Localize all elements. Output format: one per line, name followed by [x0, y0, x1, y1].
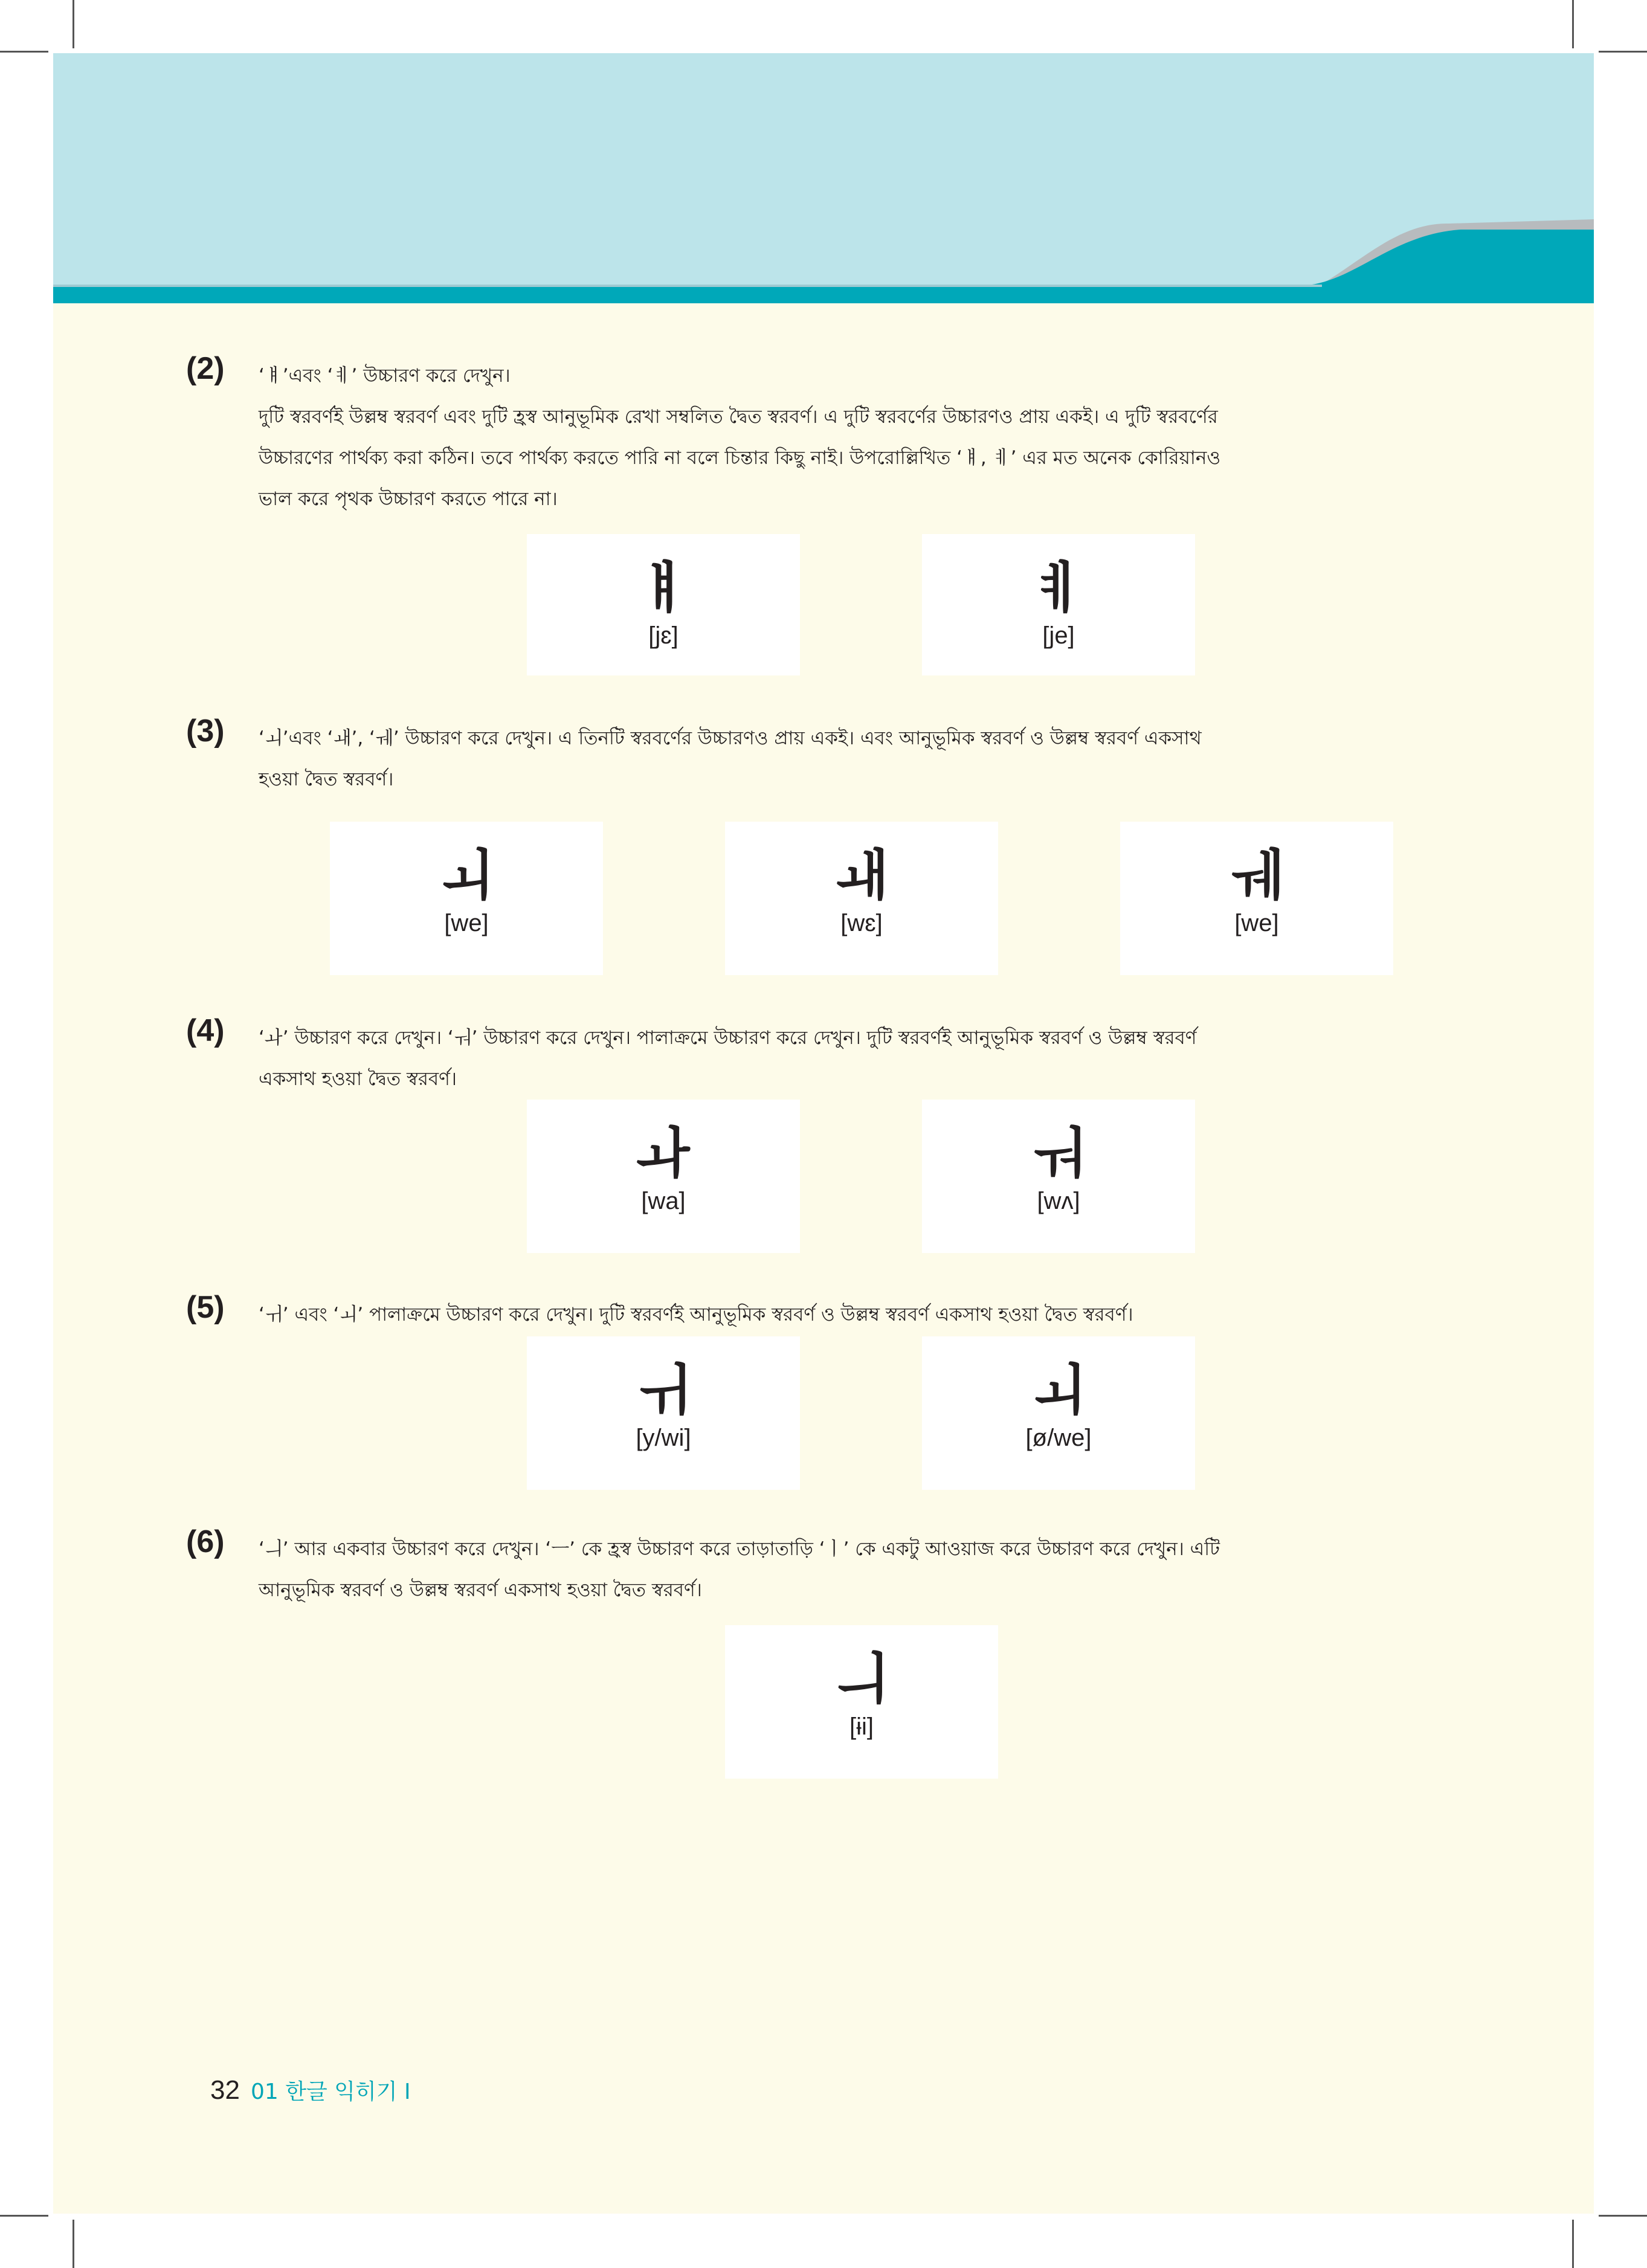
vowel-card-we [1120, 822, 1393, 975]
ipa-label: [y/wi] [636, 1425, 691, 1451]
section-6 [186, 1524, 1455, 1611]
section-number: (4) [186, 1013, 225, 1048]
ipa-label: [we] [444, 910, 489, 936]
ipa-label: [wʌ] [1037, 1188, 1080, 1214]
hangul-glyph: ㅟ [636, 1358, 691, 1423]
hangul-glyph: ㅚ [439, 843, 494, 908]
vowel-card-oe-2 [922, 1336, 1195, 1490]
vowel-card-oe [330, 822, 603, 975]
hangul-glyph: ㅢ [834, 1647, 889, 1712]
vowel-card-wo [922, 1100, 1195, 1253]
section-text-line: ‘ㅒ’এবং ‘ㅖ’ উচ্চারণ করে দেখুন। [259, 365, 511, 387]
hangul-glyph: ㅖ [1031, 556, 1086, 620]
section-text-line: দুটি স্বরবর্ণই উল্লম্ব স্বরবর্ণ এবং দুটি হ্রস্ব আনুভূমিক রেখা সম্বলিত দ্বৈত স্বরবর্ণ। এ দুটি স্বরবর্ণের উচ্চারণও প্রায় একই। এ দুটি স্বরবর্ণের [259, 406, 1218, 428]
crop-mark [1599, 2215, 1647, 2217]
page-footer [210, 2075, 411, 2105]
hangul-glyph: ㅞ [1230, 843, 1284, 908]
hangul-glyph: ㅘ [636, 1121, 691, 1186]
section-text-line: হওয়া দ্বৈত স্বরবর্ণ। [259, 768, 394, 790]
chapter-title: 01 한글 익히기 I [250, 2080, 411, 2104]
section-5 [186, 1290, 1455, 1335]
vowel-card-yae [527, 534, 800, 675]
vowel-card-wae [725, 822, 998, 975]
vowel-card-ui [725, 1625, 998, 1779]
banner-bottom-line [53, 285, 1322, 287]
section-text-line: ‘ㅟ’ এবং ‘ㅚ’ পালাক্রমে উচ্চারণ করে দেখুন। দুটি স্বরবর্ণই আনুভূমিক স্বরবর্ণ ও উল্লম্ব স্বরবর্ণ একসাথ হওয়া দ্বৈত স্বরবর্ণ। [259, 1304, 1133, 1326]
vowel-card-wi [527, 1336, 800, 1490]
section-text-line: একসাথ হওয়া দ্বৈত স্বরবর্ণ। [259, 1068, 457, 1090]
section-text-line: ‘ㅢ’ আর একবার উচ্চারণ করে দেখুন। ‘ㅡ’ কে হ্রস্ব উচ্চারণ করে তাড়াতাড়ি ‘ㅣ’ কে একটু আওয়াজ করে উচ্চারণ করে দেখুন। এটি [259, 1538, 1220, 1560]
page-number: 32 [210, 2075, 240, 2105]
ipa-label: [ø/we] [1025, 1425, 1092, 1451]
header-banner [53, 53, 1594, 303]
hangul-glyph: ㅝ [1031, 1121, 1086, 1186]
section-number: (6) [186, 1524, 225, 1559]
section-text-line: ‘ㅘ’ উচ্চারণ করে দেখুন। ‘ㅝ’ উচ্চারণ করে দেখুন। পালাক্রমে উচ্চারণ করে দেখুন। দুটি স্বরবর্ণই আনুভূমিক স্বরবর্ণ ও উল্লম্ব স্বরবর্ণ [259, 1027, 1197, 1049]
crop-mark [73, 2220, 74, 2268]
vowel-card-ye [922, 534, 1195, 675]
hangul-glyph: ㅚ [1031, 1358, 1086, 1423]
section-4 [186, 1013, 1455, 1100]
ipa-label: [ɨi] [849, 1713, 874, 1740]
section-2 [186, 351, 1455, 520]
ipa-label: [wa] [641, 1188, 686, 1214]
hangul-glyph: ㅙ [834, 843, 889, 908]
vowel-card-wa [527, 1100, 800, 1253]
section-number: (3) [186, 714, 225, 749]
crop-mark [1572, 2220, 1574, 2268]
crop-mark [1572, 0, 1574, 48]
page [53, 53, 1594, 2214]
section-number: (5) [186, 1290, 225, 1325]
crop-mark [1599, 51, 1647, 53]
crop-mark [0, 51, 48, 53]
crop-mark [73, 0, 74, 48]
ipa-label: [je] [1042, 622, 1075, 649]
ipa-label: [we] [1234, 910, 1279, 936]
section-text-line: ভাল করে পৃথক উচ্চারণ করতে পারে না। [259, 488, 558, 510]
section-text-line: আনুভূমিক স্বরবর্ণ ও উল্লম্ব স্বরবর্ণ একসাথ হওয়া দ্বৈত স্বরবর্ণ। [259, 1579, 702, 1601]
ipa-label: [jɛ] [648, 622, 678, 649]
section-text-line: ‘ㅚ’এবং ‘ㅙ’, ‘ㅞ’ উচ্চারণ করে দেখুন। এ তিনটি স্বরবর্ণের উচ্চারণও প্রায় একই। এবং আনুভূমিক স্বরবর্ণ ও উল্লম্ব স্বরবর্ণ একসাথ [259, 727, 1202, 749]
section-3 [186, 714, 1455, 800]
section-text-line: উচ্চারণের পার্থক্য করা কঠিন। তবে পার্থক্য করতে পারি না বলে চিন্তার কিছু নাই। উপরোল্লিখিত ‘ㅒ, ㅖ’ এর মত অনেক কোরিয়ানও [259, 447, 1221, 469]
section-number: (2) [186, 351, 225, 386]
hangul-glyph: ㅒ [636, 556, 691, 620]
crop-mark [0, 2215, 48, 2217]
ipa-label: [wɛ] [840, 910, 883, 936]
